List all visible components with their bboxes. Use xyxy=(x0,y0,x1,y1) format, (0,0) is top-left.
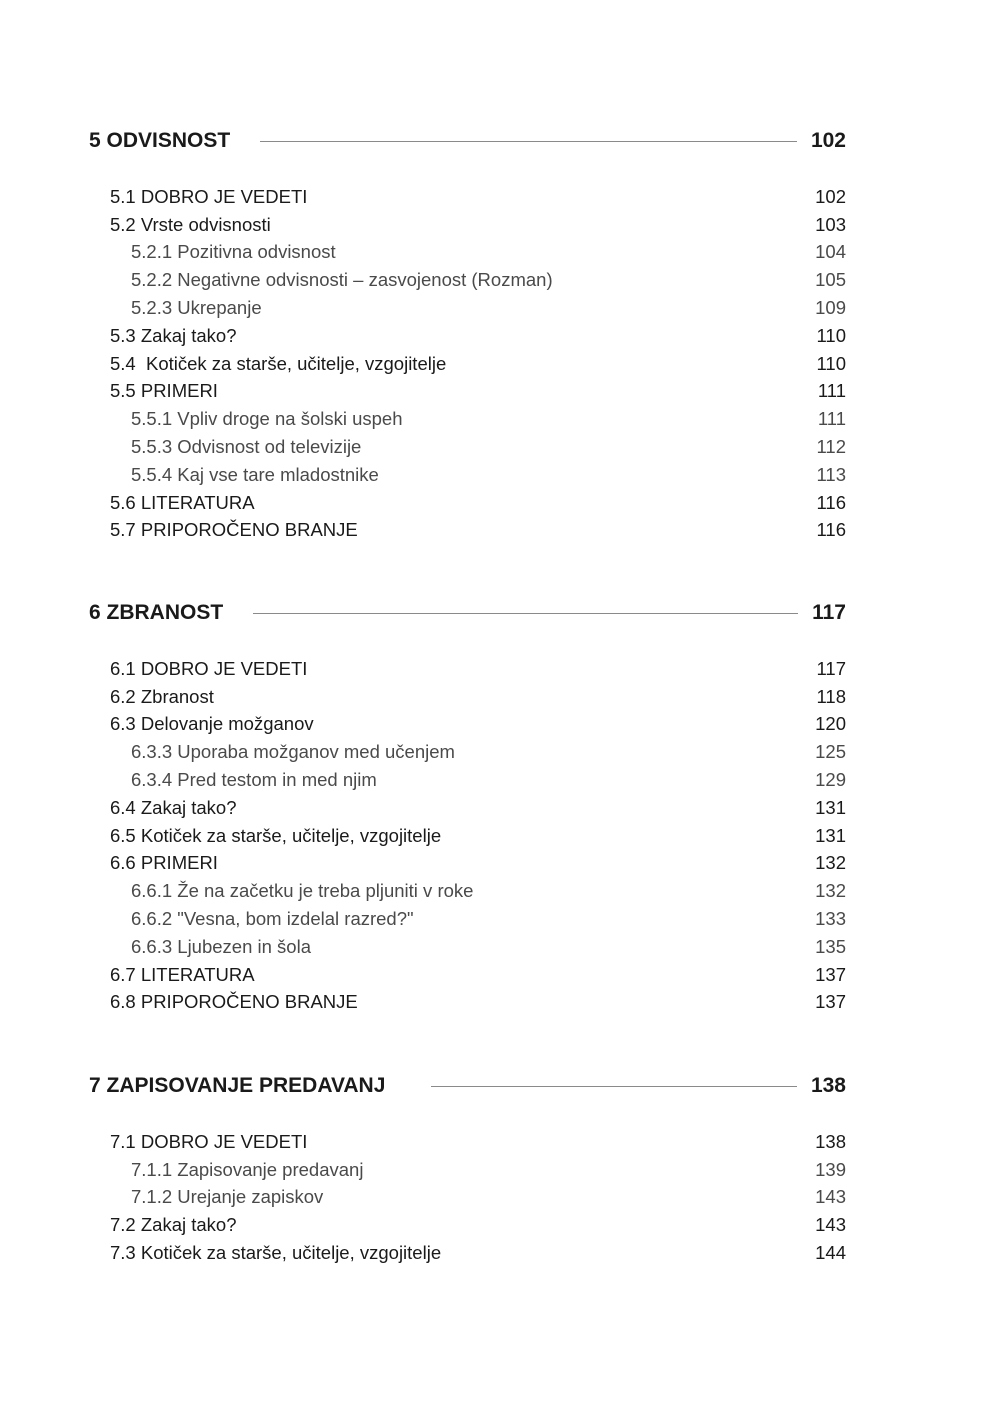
entry-page-number: 125 xyxy=(815,741,846,763)
entry-title: 5.3 Zakaj tako? xyxy=(110,324,237,346)
toc-entry[interactable] xyxy=(89,711,846,739)
toc-entry[interactable] xyxy=(89,1128,846,1156)
entry-title: 7.2 Zakaj tako? xyxy=(110,1214,237,1236)
chapter-divider xyxy=(431,1086,797,1087)
toc-subentry[interactable] xyxy=(89,738,846,766)
chapter-heading[interactable] xyxy=(89,126,846,156)
entry-title: 6.2 Zbranost xyxy=(110,685,214,707)
toc-entry[interactable] xyxy=(89,378,846,406)
entry-page-number: 143 xyxy=(815,1186,846,1208)
toc-subentry[interactable] xyxy=(89,239,846,267)
entry-title: 5.7 PRIPOROČENO BRANJE xyxy=(110,519,358,541)
entry-page-number: 109 xyxy=(815,297,846,319)
entry-page-number: 110 xyxy=(816,324,846,346)
entry-page-number: 104 xyxy=(815,241,846,263)
entry-page-number: 103 xyxy=(815,213,846,235)
entry-title: 5.1 DOBRO JE VEDETI xyxy=(110,185,308,207)
toc-subentry[interactable] xyxy=(89,266,846,294)
toc-subentry[interactable] xyxy=(89,933,846,961)
entry-page-number: 111 xyxy=(817,408,846,430)
entry-page-number: 102 xyxy=(815,185,846,207)
toc-subentry[interactable] xyxy=(89,1184,846,1212)
entry-page-number: 137 xyxy=(815,991,846,1013)
toc-entry[interactable] xyxy=(89,822,846,850)
chapter-page-number: 102 xyxy=(810,129,846,152)
entry-page-number: 110 xyxy=(816,352,846,374)
entry-title: 6.5 Kotiček za starše, učitelje, vzgojitelje xyxy=(110,824,442,846)
toc-entry[interactable] xyxy=(89,850,846,878)
chapter-page-number: 117 xyxy=(812,601,846,624)
entry-title: 6.3 Delovanje možganov xyxy=(110,713,314,735)
entry-page-number: 116 xyxy=(816,519,846,541)
entry-page-number: 129 xyxy=(815,769,846,791)
entry-title: 6.7 LITERATURA xyxy=(110,963,255,985)
entry-page-number: 143 xyxy=(815,1214,846,1236)
entry-title: 7.3 Kotiček za starše, učitelje, vzgojitelje xyxy=(110,1242,442,1264)
entry-title: 6.3.4 Pred testom in med njim xyxy=(131,769,377,791)
entry-page-number: 139 xyxy=(815,1158,846,1180)
toc-entry[interactable] xyxy=(89,322,846,350)
toc-subentry[interactable] xyxy=(89,766,846,794)
chapter-entries xyxy=(89,1128,846,1267)
entry-title: 5.5.1 Vpliv droge na šolski uspeh xyxy=(131,408,403,430)
entry-page-number: 117 xyxy=(816,657,846,679)
toc-entry[interactable] xyxy=(89,1239,846,1267)
toc-entry[interactable] xyxy=(89,655,846,683)
entry-page-number: 144 xyxy=(815,1242,846,1264)
entry-page-number: 113 xyxy=(816,463,846,485)
entry-page-number: 131 xyxy=(815,796,846,818)
entry-title: 5.2.1 Pozitivna odvisnost xyxy=(131,241,336,263)
toc-entry[interactable] xyxy=(89,489,846,517)
toc-entry[interactable] xyxy=(89,961,846,989)
toc-subentry[interactable] xyxy=(89,433,846,461)
entry-title: 5.2.3 Ukrepanje xyxy=(131,297,262,319)
toc-subentry[interactable] xyxy=(89,905,846,933)
entry-title: 7.1.1 Zapisovanje predavanj xyxy=(131,1158,364,1180)
chapter-title: 6 ZBRANOST xyxy=(89,601,224,624)
toc-subentry[interactable] xyxy=(89,877,846,905)
entry-page-number: 133 xyxy=(815,908,846,930)
entry-page-number: 116 xyxy=(816,491,846,513)
entry-title: 7.1 DOBRO JE VEDETI xyxy=(110,1130,308,1152)
entry-page-number: 137 xyxy=(815,963,846,985)
entry-title: 6.6.1 Že na začetku je treba pljuniti v roke xyxy=(131,880,474,902)
entry-title: 6.6.2 "Vesna, bom izdelal razred?" xyxy=(131,908,414,930)
chapter-heading[interactable] xyxy=(89,598,846,628)
entry-title: 6.6.3 Ljubezen in šola xyxy=(131,935,311,957)
entry-page-number: 132 xyxy=(815,880,846,902)
toc-entry[interactable] xyxy=(89,183,846,211)
entry-page-number: 131 xyxy=(815,824,846,846)
toc-subentry[interactable] xyxy=(89,405,846,433)
toc-entry[interactable] xyxy=(89,683,846,711)
chapter-entries xyxy=(89,183,846,544)
toc-entry[interactable] xyxy=(89,517,846,545)
chapter-divider xyxy=(253,613,798,614)
entry-title: 6.6 PRIMERI xyxy=(110,852,218,874)
toc-entry[interactable] xyxy=(89,1211,846,1239)
toc-subentry[interactable] xyxy=(89,1156,846,1184)
entry-page-number: 135 xyxy=(815,935,846,957)
toc-entry[interactable] xyxy=(89,794,846,822)
entry-title: 7.1.2 Urejanje zapiskov xyxy=(131,1186,324,1208)
entry-page-number: 138 xyxy=(815,1130,846,1152)
chapter-heading[interactable] xyxy=(89,1071,846,1101)
entry-title: 5.5.4 Kaj vse tare mladostnike xyxy=(131,463,379,485)
entry-page-number: 118 xyxy=(816,685,846,707)
toc-subentry[interactable] xyxy=(89,461,846,489)
entry-title: 5.4 Kotiček za starše, učitelje, vzgojitelje xyxy=(110,352,447,374)
entry-title: 5.5.3 Odvisnost od televizije xyxy=(131,436,362,458)
chapter-title: 5 ODVISNOST xyxy=(89,129,231,152)
chapter-entries xyxy=(89,655,846,1016)
toc-entry[interactable] xyxy=(89,989,846,1017)
chapter-title: 7 ZAPISOVANJE PREDAVANJ xyxy=(89,1074,386,1097)
entry-title: 5.6 LITERATURA xyxy=(110,491,255,513)
entry-page-number: 111 xyxy=(817,380,846,402)
entry-page-number: 132 xyxy=(815,852,846,874)
entry-page-number: 112 xyxy=(816,436,846,458)
entry-title: 5.5 PRIMERI xyxy=(110,380,218,402)
entry-title: 6.3.3 Uporaba možganov med učenjem xyxy=(131,741,455,763)
entry-title: 6.4 Zakaj tako? xyxy=(110,796,237,818)
toc-chapter-5 xyxy=(89,126,846,541)
toc-chapter-7 xyxy=(89,1071,846,1264)
entry-title: 6.1 DOBRO JE VEDETI xyxy=(110,657,308,679)
entry-title: 6.8 PRIPOROČENO BRANJE xyxy=(110,991,358,1013)
entry-page-number: 105 xyxy=(815,269,846,291)
toc-subentry[interactable] xyxy=(89,294,846,322)
entry-title: 5.2.2 Negativne odvisnosti – zasvojenost (Rozman) xyxy=(131,269,553,291)
toc-entry[interactable] xyxy=(89,211,846,239)
toc-chapter-6 xyxy=(89,598,846,1013)
entry-title: 5.2 Vrste odvisnosti xyxy=(110,213,271,235)
chapter-divider xyxy=(260,141,797,142)
chapter-page-number: 138 xyxy=(810,1074,846,1097)
toc-entry[interactable] xyxy=(89,350,846,378)
entry-page-number: 120 xyxy=(815,713,846,735)
